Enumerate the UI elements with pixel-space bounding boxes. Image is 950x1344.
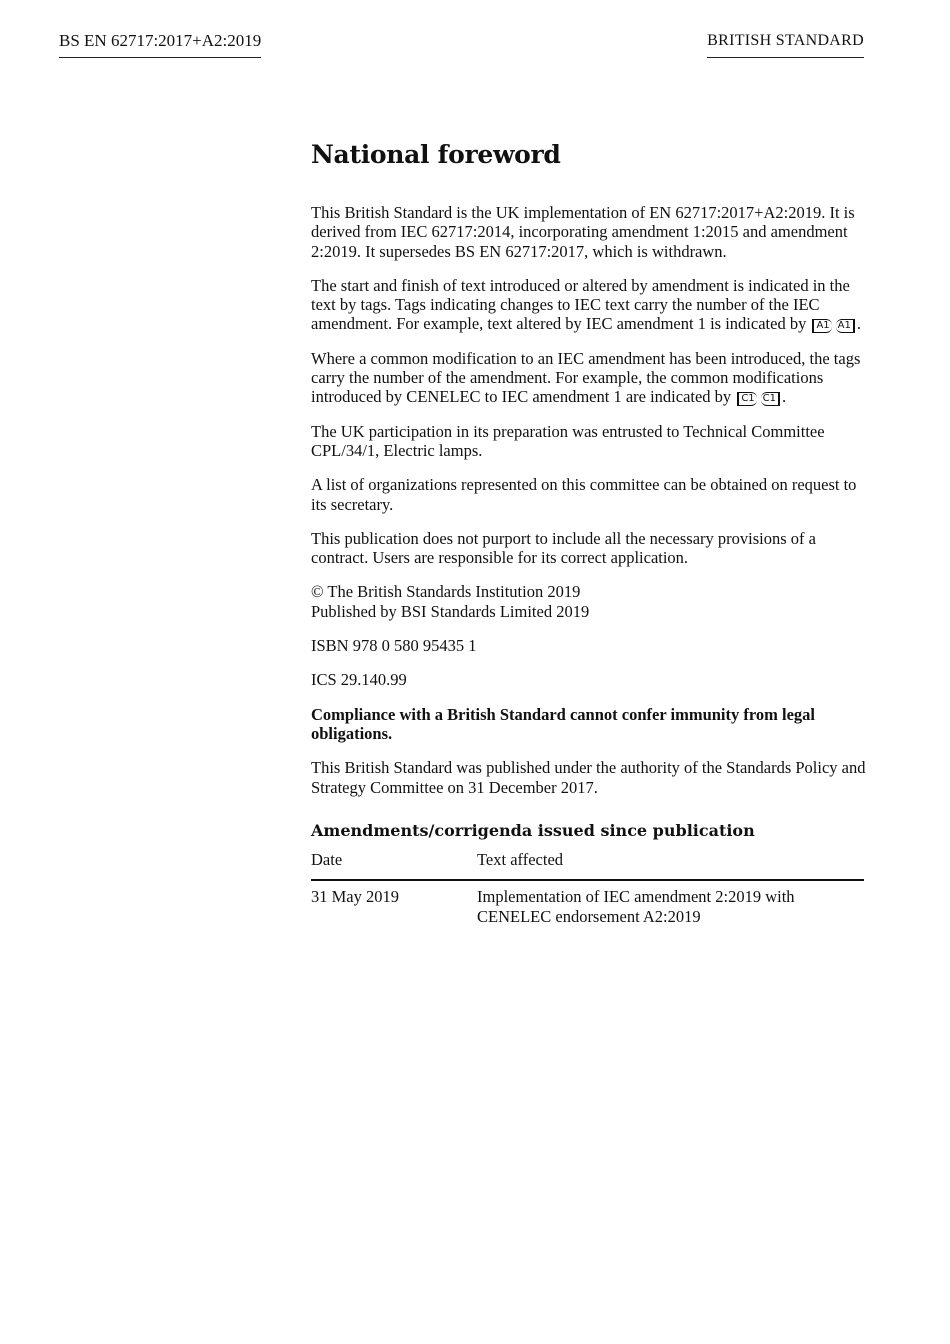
publisher-line: Published by BSI Standards Limited 2019 bbox=[311, 601, 590, 621]
copyright-block bbox=[311, 582, 867, 621]
authority-statement: This British Standard was published under the authority of the Standards Policy and Strategy Committee on 31 December 2017. bbox=[311, 758, 866, 797]
amendment-date: 31 May 2019 bbox=[311, 887, 399, 907]
amendments-title: Amendments/corrigenda issued since publication bbox=[311, 820, 755, 840]
column-header-date: Date bbox=[311, 848, 477, 880]
isbn: ISBN 978 0 580 95435 1 bbox=[311, 636, 477, 656]
common-mod-close-tag: C1 bbox=[761, 392, 780, 406]
compliance-statement: Compliance with a British Standard cannot confer immunity from legal obligations. bbox=[311, 704, 816, 743]
amendment-text-affected: Implementation of IEC amendment 2:2019 with CENELEC endorsement A2:2019 bbox=[477, 887, 795, 926]
copyright-line: © The British Standards Institution 2019 bbox=[311, 582, 581, 602]
main-content bbox=[311, 140, 867, 926]
amendments-header-row bbox=[311, 848, 864, 880]
paragraph-amendment-tags-text: The start and finish of text introduced or altered by amendment is indicated in the text by tags. Tags indicating changes to IEC text carry the number of the IEC amendment. For example, text altered by IEC amendment 1 is indicated by bbox=[311, 275, 850, 334]
common-mod-open-tag: C1 bbox=[737, 392, 756, 406]
paragraph-amendment-tags-end: . bbox=[856, 314, 861, 334]
paragraph-implementation: This British Standard is the UK implementation of EN 62717:2017+A2:2019. It is derived from IEC 62717:2014, incorporating amendment 1:2015 and amendment 2:2019. It supersedes BS EN 62717:2017, which is withdrawn. bbox=[311, 203, 855, 261]
page-title: National foreword bbox=[311, 140, 561, 169]
paragraph-uk-participation: The UK participation in its preparation was entrusted to Technical Committee CPL/34/1, Electric lamps. bbox=[311, 421, 825, 460]
amendment-close-tag: A1 bbox=[836, 319, 855, 333]
paragraph-committee-list: A list of organizations represented on this committee can be obtained on request to its secretary. bbox=[311, 475, 857, 514]
paragraph-common-modification bbox=[311, 349, 867, 407]
paragraph-provisions: This publication does not purport to include all the necessary provisions of a contract. Users are responsible for its correct application. bbox=[311, 528, 816, 568]
amendment-open-tag: A1 bbox=[812, 319, 831, 333]
document-identifier: BS EN 62717:2017+A2:2019 bbox=[59, 30, 261, 58]
column-header-text-affected: Text affected bbox=[477, 848, 864, 880]
paragraph-common-modification-end: . bbox=[782, 387, 787, 407]
ics-code: ICS 29.140.99 bbox=[311, 670, 407, 690]
amendments-table bbox=[311, 848, 864, 926]
paragraph-common-modification-text: Where a common modification to an IEC amendment has been introduced, the tags carry the number of the amendment. For example, the common modifications introduced by CENELEC to IEC amendment 1 are indicated by bbox=[311, 348, 861, 407]
table-row bbox=[311, 880, 864, 926]
document-series: BRITISH STANDARD bbox=[707, 30, 864, 58]
paragraph-amendment-tags bbox=[311, 276, 867, 334]
